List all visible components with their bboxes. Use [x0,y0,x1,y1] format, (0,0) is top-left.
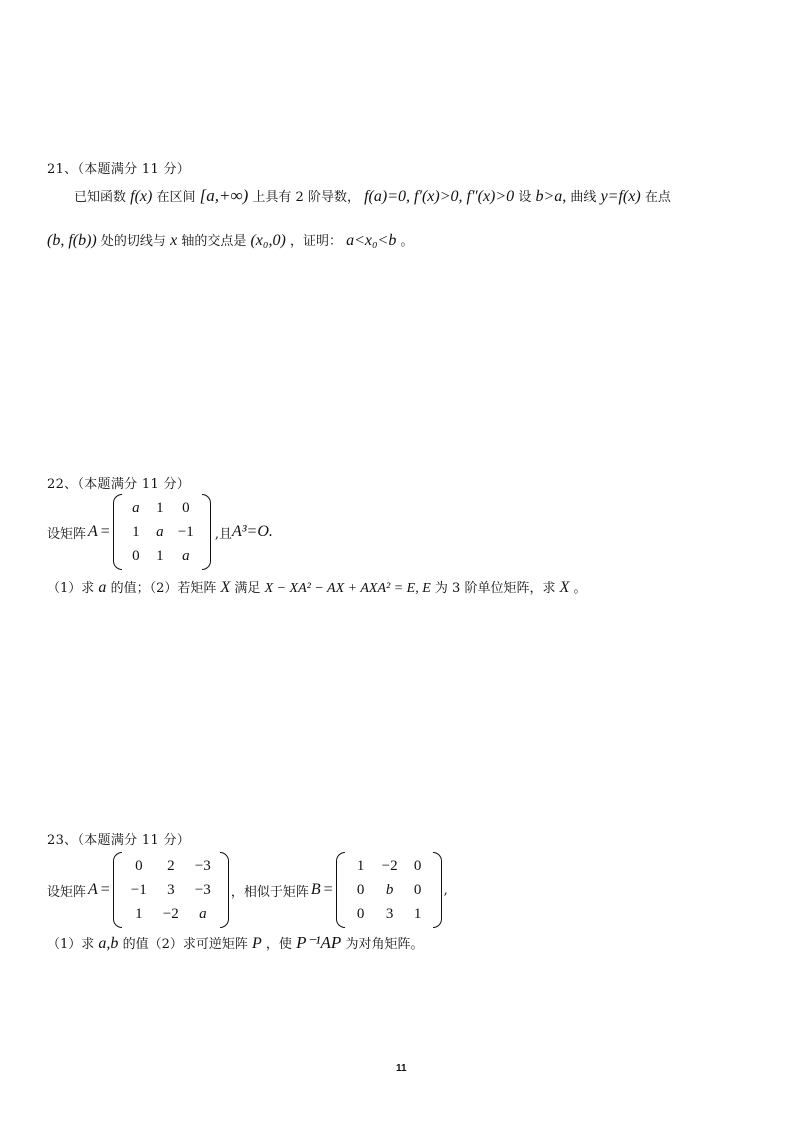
condition-prefix: ,且 [214,526,232,542]
q22-text: 满足 [234,581,261,596]
matrix-cell: −3 [194,857,211,874]
equals-sign: = [323,881,333,898]
matrix-cell: −3 [194,881,211,898]
matrix-cell: −1 [130,881,147,898]
q21-line1 [74,186,671,206]
q22-intro: 设矩阵 [47,526,87,542]
q23-header: 23、（本题满分 11 分） [47,833,191,848]
q21-text: 已知函数 [74,190,127,205]
q21-math: b>a, [535,188,567,205]
q21-line2 [47,230,414,250]
matrix-cell: a [132,499,140,516]
matrix-cell: a [182,547,190,564]
matrix-cell: 1 [135,905,143,922]
q23-math: P⁻¹AP [296,933,342,952]
matrix-cell: a [199,905,207,922]
q23-mid-text: ，相似于矩阵 [230,884,309,900]
page-number: 11 [396,1063,407,1074]
matrix-cell: 1 [156,547,164,564]
right-paren [202,494,211,570]
left-paren [113,852,122,928]
matrix-a [113,852,229,928]
q22-math: X − XA² − AX + AXA² = E, E [264,581,431,596]
matrix-cell: 1 [413,905,422,922]
q22-header: 22、（本题满分 11 分） [47,477,191,492]
matrix-cell: −2 [162,905,179,922]
q23-subquestions [47,933,423,953]
matrix-cell: 1 [156,499,164,516]
q23-text: 的值（2）求可逆矩阵 [122,937,248,952]
q23-text: 为对角矩阵。 [345,937,424,952]
q23-math: P [251,935,262,952]
q21-math: x [170,232,178,249]
q21-text: 上具有 2 阶导数， [252,190,360,205]
matrix-cell: −1 [177,523,194,540]
matrix-cell: 0 [182,499,190,516]
matrix-cell: 0 [135,857,143,874]
condition: A³=O. [231,523,273,540]
q21-math: [a,+∞) [199,186,249,205]
q23-text: ，使 [265,937,292,952]
matrix-cell: 3 [167,881,175,898]
equals-sign: = [100,881,110,898]
matrix-cell: −2 [381,857,398,874]
matrix-cell: 1 [132,523,140,540]
matrix-cell: 0 [132,547,140,564]
matrix-cell: 0 [356,905,365,922]
q22-text: 。 [573,581,587,596]
matrix-name: B [310,881,321,898]
right-paren [220,852,229,928]
matrix-cell: 0 [356,881,365,898]
q21-text: 。 [400,234,414,249]
matrix-cell: 2 [167,857,175,874]
matrix-cell: 1 [356,857,365,874]
q21-text: 在点 [644,190,671,205]
matrix-a-grid [122,494,202,570]
q21-text: 处的切线与 [100,234,166,249]
q22-text: 为 3 阶单位矩阵，求 [434,581,556,596]
q23-intro: 设矩阵 [47,884,87,900]
q22-math: X [220,579,231,596]
q21-math: (x₀,0) [250,232,286,249]
q21-text: ，证明： [289,234,342,249]
q22-math: a [98,579,107,596]
q21-header: 21、（本题满分 11 分） [47,162,191,177]
q21-math: (b, f(b)) [47,232,97,249]
matrix-b [336,852,442,928]
q22-math: X [559,579,570,596]
q22-text: （1）求 [47,581,95,596]
left-paren [336,852,345,928]
q23-end: , [443,882,448,898]
left-paren [113,494,122,570]
matrix-cell: 0 [413,857,422,874]
matrix-name: A [88,523,98,540]
q21-text: 轴的交点是 [181,234,247,249]
q21-text: 曲线 [570,190,597,205]
q21-text: 设 [518,190,532,205]
q23-text: （1）求 [47,937,95,952]
matrix-cell: 0 [413,881,422,898]
equals-sign: = [100,523,110,540]
matrix-a [113,494,211,570]
q21-math: a<x₀<b [346,232,397,249]
matrix-cell: 3 [385,905,394,922]
matrix-name: A [88,881,98,898]
q21-text: 在区间 [156,190,196,205]
q22-text: 的值；（2）若矩阵 [110,581,217,596]
q22-subquestions [47,577,587,597]
matrix-b-grid [345,852,433,928]
q22-matrix-line [47,494,273,570]
q21-math: y=f(x) [600,188,641,205]
q21-math: f(x) [130,188,153,205]
matrix-cell: b [385,881,394,898]
q21-math: f(a)=0, f′(x)>0, f″(x)>0 [364,188,515,205]
q23-math: a,b [98,935,119,952]
matrix-a-grid [122,852,220,928]
q23-matrix-line [47,852,448,928]
matrix-cell: a [156,523,164,540]
right-paren [433,852,442,928]
